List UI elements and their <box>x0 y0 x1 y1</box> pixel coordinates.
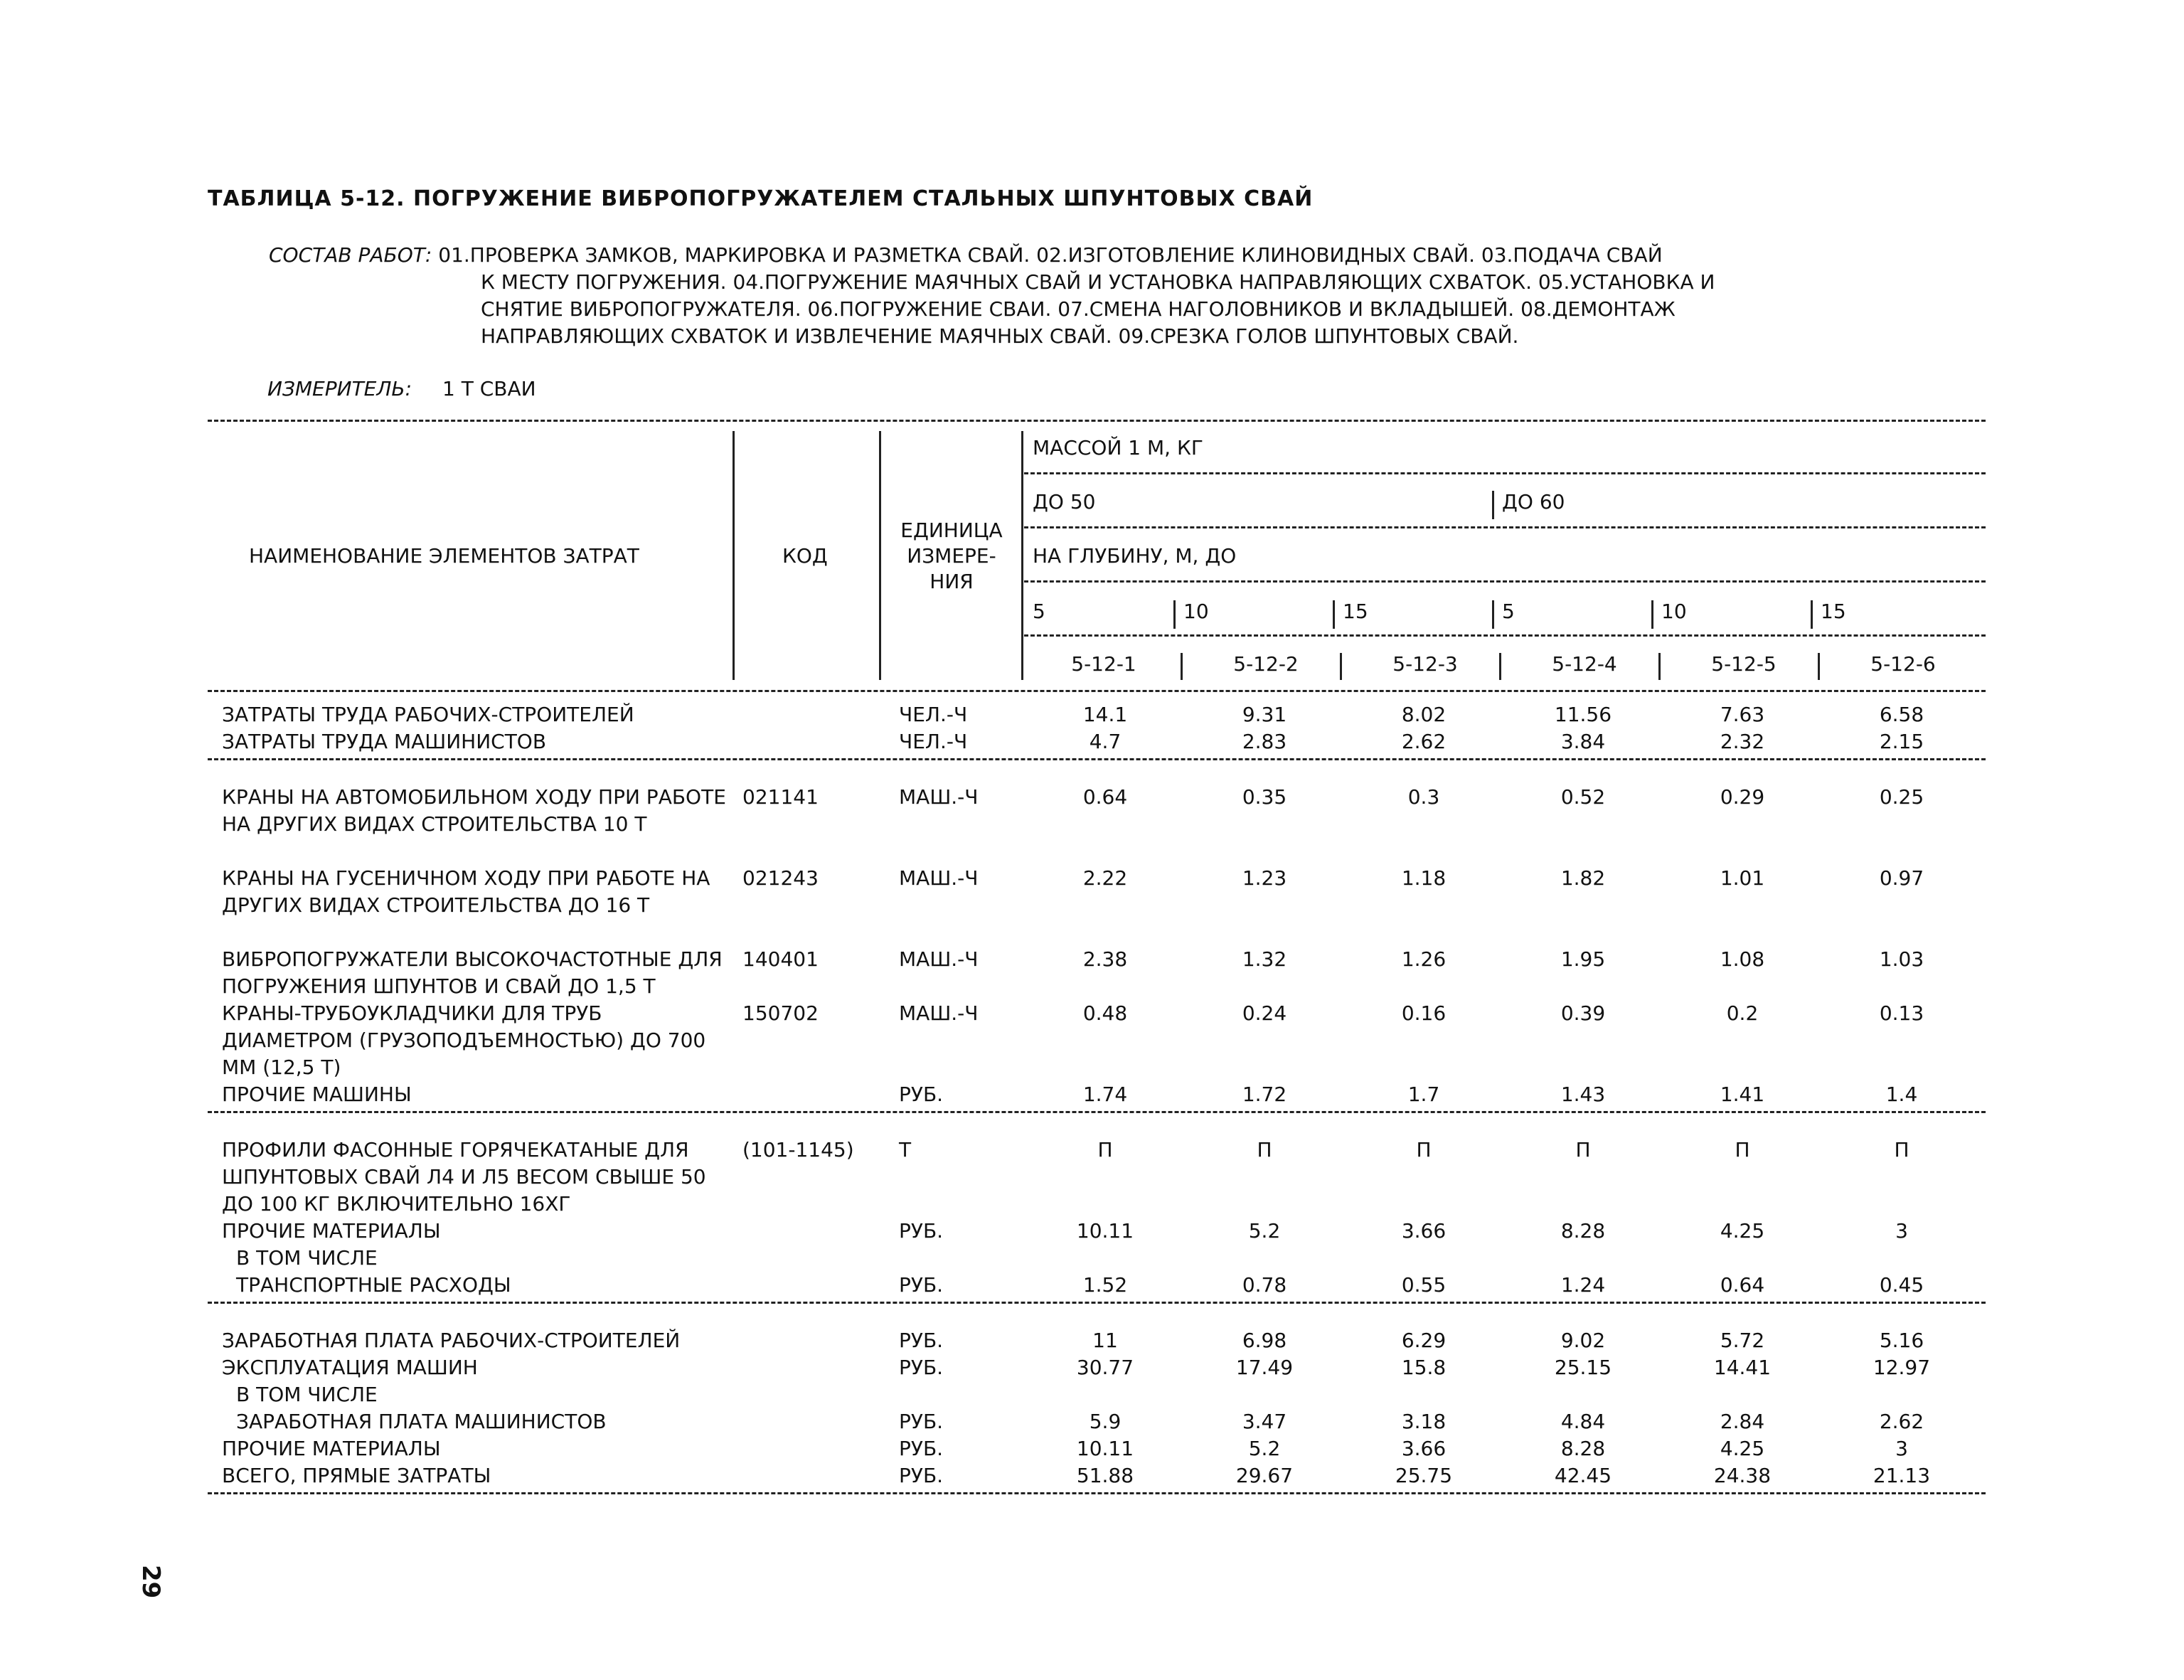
row-value: 1.74 <box>1082 1083 1128 1106</box>
row-value: 8.02 <box>1401 703 1447 726</box>
row-value: 29.67 <box>1235 1464 1294 1487</box>
row-value: П <box>1735 1138 1750 1161</box>
row-name: КРАНЫ НА ГУСЕНИЧНОМ ХОДУ ПРИ РАБОТЕ НА ДРУГИХ ВИДАХ СТРОИТЕЛЬСТВА ДО 16 Т <box>222 866 710 917</box>
row-unit: Т <box>899 1138 912 1161</box>
row-code: 140401 <box>742 947 819 971</box>
row-value: 14.41 <box>1713 1356 1772 1379</box>
row-code: 021141 <box>742 785 819 809</box>
composition-line: НАПРАВЛЯЮЩИХ СХВАТОК И ИЗВЛЕЧЕНИЕ МАЯЧНЫХ СВАЙ. 09.СРЕЗКА ГОЛОВ ШПУНТОВЫХ СВАЙ. <box>481 324 1519 348</box>
header-rule <box>1024 526 1986 528</box>
row-value: 8.28 <box>1560 1437 1606 1460</box>
row-value: 1.01 <box>1720 866 1765 890</box>
header-unit-line: ИЗМЕРЕ- <box>907 544 996 568</box>
row-unit: МАШ.-Ч <box>899 1001 979 1025</box>
row-name: ПРОЧИЕ МАТЕРИАЛЫ <box>222 1437 441 1460</box>
header-divider <box>1658 653 1661 680</box>
header-rule <box>1024 634 1986 637</box>
row-value: П <box>1416 1138 1432 1161</box>
section-rule <box>208 758 1986 760</box>
row-value: 3.18 <box>1401 1410 1447 1433</box>
row-value: 0.64 <box>1720 1273 1765 1297</box>
header-rule <box>1024 472 1986 474</box>
composition-label: СОСТАВ РАБОТ: <box>269 243 432 267</box>
header-unit-line: НИЯ <box>929 570 974 593</box>
row-value: П <box>1097 1138 1113 1161</box>
section-rule <box>208 1111 1986 1113</box>
row-value: 0.97 <box>1879 866 1924 890</box>
row-value: 51.88 <box>1076 1464 1134 1487</box>
row-name: В ТОМ ЧИСЛЕ <box>236 1246 378 1270</box>
row-value: 1.4 <box>1885 1083 1918 1106</box>
row-value: 11.56 <box>1554 703 1612 726</box>
row-name: ЗАРАБОТНАЯ ПЛАТА РАБОЧИХ-СТРОИТЕЛЕЙ <box>222 1329 681 1352</box>
work-composition <box>269 242 1869 350</box>
row-value: 4.7 <box>1089 730 1122 753</box>
row-value: 4.25 <box>1720 1437 1765 1460</box>
row-code: 150702 <box>742 1001 819 1025</box>
row-unit: ЧЕЛ.-Ч <box>899 730 968 753</box>
header-divider <box>1811 600 1813 629</box>
row-value: 0.16 <box>1401 1001 1447 1025</box>
row-value: 1.32 <box>1242 947 1287 971</box>
row-value: 0.25 <box>1879 785 1924 809</box>
row-value: 2.22 <box>1082 866 1128 890</box>
row-value: 1.95 <box>1560 947 1606 971</box>
measure-unit <box>267 377 536 400</box>
row-value: 0.29 <box>1720 785 1765 809</box>
row-value: 0.2 <box>1726 1001 1759 1025</box>
header-mass-group: ДО 50 <box>1033 490 1096 514</box>
header-mass: МАССОЙ 1 М, КГ <box>1033 436 1203 459</box>
header-norm-code: 5-12-2 <box>1233 652 1299 676</box>
row-value: 1.72 <box>1242 1083 1287 1106</box>
header-unit-line: ЕДИНИЦА <box>900 519 1003 542</box>
composition-text: 01.ПРОВЕРКА ЗАМКОВ, МАРКИРОВКА И РАЗМЕТКА СВАЙ. 02.ИЗГОТОВЛЕНИЕ КЛИНОВИДНЫХ СВАЙ. 03.ПОДАЧА СВАЙ <box>438 243 1663 267</box>
row-unit: МАШ.-Ч <box>899 866 979 890</box>
row-value: 1.7 <box>1407 1083 1440 1106</box>
row-value: 5.16 <box>1879 1329 1924 1352</box>
header-divider <box>1492 491 1494 519</box>
row-value: 1.03 <box>1879 947 1924 971</box>
row-value: 0.48 <box>1082 1001 1128 1025</box>
header-divider <box>1651 600 1653 629</box>
row-name: ВИБРОПОГРУЖАТЕЛИ ВЫСОКОЧАСТОТНЫЕ ДЛЯ ПОГРУЖЕНИЯ ШПУНТОВ И СВАЙ ДО 1,5 Т <box>222 947 723 998</box>
header-depth-value: 15 <box>1343 600 1368 623</box>
row-value: 14.1 <box>1082 703 1128 726</box>
row-unit: МАШ.-Ч <box>899 785 979 809</box>
row-value: 7.63 <box>1720 703 1765 726</box>
header-depth-value: 15 <box>1821 600 1846 623</box>
row-value: 1.82 <box>1560 866 1606 890</box>
row-value: 2.15 <box>1879 730 1924 753</box>
row-value: 0.35 <box>1242 785 1287 809</box>
header-norm-code: 5-12-5 <box>1711 652 1777 676</box>
row-value: 12.97 <box>1873 1356 1931 1379</box>
header-depth-value: 5 <box>1502 600 1515 623</box>
row-value: 25.15 <box>1554 1356 1612 1379</box>
header-divider <box>1333 600 1335 629</box>
row-value: 10.11 <box>1076 1219 1134 1243</box>
header-norm-code: 5-12-1 <box>1071 652 1136 676</box>
page-number: 29 <box>137 1565 165 1599</box>
row-value: 5.2 <box>1248 1219 1281 1243</box>
row-value: 8.28 <box>1560 1219 1606 1243</box>
row-value: 0.13 <box>1879 1001 1924 1025</box>
row-value: 1.26 <box>1401 947 1447 971</box>
row-value: 3 <box>1895 1219 1908 1243</box>
row-value: 9.02 <box>1560 1329 1606 1352</box>
header-divider <box>1173 600 1176 629</box>
composition-line: К МЕСТУ ПОГРУЖЕНИЯ. 04.ПОГРУЖЕНИЕ МАЯЧНЫХ СВАЙ И УСТАНОВКА НАПРАВЛЯЮЩИХ СХВАТОК. 05.УСТАНОВКА И <box>481 270 1715 294</box>
row-name: ЗАРАБОТНАЯ ПЛАТА МАШИНИСТОВ <box>236 1410 607 1433</box>
header-divider <box>1492 600 1494 629</box>
header-depth: НА ГЛУБИНУ, М, ДО <box>1033 544 1237 568</box>
row-value: 0.39 <box>1560 1001 1606 1025</box>
row-value: 17.49 <box>1235 1356 1294 1379</box>
composition-line: СНЯТИЕ ВИБРОПОГРУЖАТЕЛЯ. 06.ПОГРУЖЕНИЕ СВАИ. 07.СМЕНА НАГОЛОВНИКОВ И ВКЛАДЫШЕЙ. 08.ДЕМОНТАЖ <box>481 297 1676 321</box>
composition-line <box>269 242 1869 269</box>
row-value: П <box>1894 1138 1909 1161</box>
row-unit: РУБ. <box>899 1437 944 1460</box>
row-value: 6.98 <box>1242 1329 1287 1352</box>
row-value: 4.84 <box>1560 1410 1606 1433</box>
header-norm-code: 5-12-3 <box>1392 652 1458 676</box>
row-value: 0.3 <box>1407 785 1440 809</box>
header-divider <box>1499 653 1501 680</box>
header-name: НАИМЕНОВАНИЕ ЭЛЕМЕНТОВ ЗАТРАТ <box>249 544 639 568</box>
row-value: 3.66 <box>1401 1219 1447 1243</box>
row-unit: ЧЕЛ.-Ч <box>899 703 968 726</box>
row-value: 3 <box>1895 1437 1908 1460</box>
row-value: П <box>1575 1138 1591 1161</box>
row-value: 4.25 <box>1720 1219 1765 1243</box>
row-value: 0.52 <box>1560 785 1606 809</box>
row-value: 42.45 <box>1554 1464 1612 1487</box>
row-unit: РУБ. <box>899 1356 944 1379</box>
row-value: 5.2 <box>1248 1437 1281 1460</box>
row-value: 1.23 <box>1242 866 1287 890</box>
row-value: 5.72 <box>1720 1329 1765 1352</box>
row-name: В ТОМ ЧИСЛЕ <box>236 1383 378 1406</box>
row-value: 0.55 <box>1401 1273 1447 1297</box>
row-name: ПРОЧИЕ МАШИНЫ <box>222 1083 412 1106</box>
measure-label: ИЗМЕРИТЕЛЬ: <box>267 377 412 400</box>
row-value: 1.08 <box>1720 947 1765 971</box>
table-title: ТАБЛИЦА 5-12. ПОГРУЖЕНИЕ ВИБРОПОГРУЖАТЕЛЕМ СТАЛЬНЫХ ШПУНТОВЫХ СВАЙ <box>208 186 1314 211</box>
header-norm-code: 5-12-4 <box>1552 652 1617 676</box>
row-value: 0.45 <box>1879 1273 1924 1297</box>
row-unit: РУБ. <box>899 1464 944 1487</box>
row-value: 3.66 <box>1401 1437 1447 1460</box>
row-value: 3.84 <box>1560 730 1606 753</box>
row-value: 6.58 <box>1879 703 1924 726</box>
row-name: ПРОЧИЕ МАТЕРИАЛЫ <box>222 1219 441 1243</box>
row-name: ЭКСПЛУАТАЦИЯ МАШИН <box>222 1356 478 1379</box>
row-code: (101-1145) <box>742 1138 854 1161</box>
row-value: 2.32 <box>1720 730 1765 753</box>
row-value: 3.47 <box>1242 1410 1287 1433</box>
section-rule <box>208 1492 1986 1494</box>
row-unit: РУБ. <box>899 1083 944 1106</box>
row-name: ВСЕГО, ПРЯМЫЕ ЗАТРАТЫ <box>222 1464 491 1487</box>
header-rule <box>1024 580 1986 583</box>
row-value: 1.18 <box>1401 866 1447 890</box>
header-code: КОД <box>782 544 828 568</box>
header-divider <box>1818 653 1820 680</box>
row-value: П <box>1257 1138 1272 1161</box>
header-bottom-rule <box>208 690 1986 692</box>
row-value: 2.83 <box>1242 730 1287 753</box>
header-divider <box>1181 653 1183 680</box>
row-name: КРАНЫ НА АВТОМОБИЛЬНОМ ХОДУ ПРИ РАБОТЕ НА ДРУГИХ ВИДАХ СТРОИТЕЛЬСТВА 10 Т <box>222 785 726 836</box>
row-value: 11 <box>1092 1329 1118 1352</box>
header-divider <box>733 431 735 680</box>
row-value: 2.38 <box>1082 947 1128 971</box>
row-unit: РУБ. <box>899 1273 944 1297</box>
row-name: ЗАТРАТЫ ТРУДА РАБОЧИХ-СТРОИТЕЛЕЙ <box>222 703 634 726</box>
row-value: 0.78 <box>1242 1273 1287 1297</box>
header-depth-value: 10 <box>1661 600 1687 623</box>
header-depth-value: 10 <box>1183 600 1209 623</box>
row-value: 24.38 <box>1713 1464 1772 1487</box>
header-divider <box>879 431 881 680</box>
header-divider <box>1340 653 1342 680</box>
row-unit: РУБ. <box>899 1329 944 1352</box>
header-unit <box>888 518 1016 595</box>
row-value: 1.43 <box>1560 1083 1606 1106</box>
row-value: 1.24 <box>1560 1273 1606 1297</box>
row-value: 6.29 <box>1401 1329 1447 1352</box>
header-depth-value: 5 <box>1033 600 1045 623</box>
section-rule <box>208 1302 1986 1304</box>
row-name: ПРОФИЛИ ФАСОННЫЕ ГОРЯЧЕКАТАНЫЕ ДЛЯ ШПУНТОВЫХ СВАЙ Л4 И Л5 ВЕСОМ СВЫШЕ 50 ДО 100 КГ ВКЛЮЧИТЕЛЬНО 16ХГ <box>222 1138 706 1216</box>
row-value: 10.11 <box>1076 1437 1134 1460</box>
header-norm-code: 5-12-6 <box>1870 652 1936 676</box>
row-value: 2.62 <box>1401 730 1447 753</box>
header-mass-group: ДО 60 <box>1502 490 1565 514</box>
measure-value: 1 Т СВАИ <box>442 377 536 400</box>
row-value: 21.13 <box>1873 1464 1931 1487</box>
row-value: 1.52 <box>1082 1273 1128 1297</box>
header-divider <box>1021 431 1023 680</box>
row-value: 30.77 <box>1076 1356 1134 1379</box>
row-value: 1.41 <box>1720 1083 1765 1106</box>
row-value: 5.9 <box>1089 1410 1122 1433</box>
row-name: КРАНЫ-ТРУБОУКЛАДЧИКИ ДЛЯ ТРУБ ДИАМЕТРОМ (ГРУЗОПОДЪЕМНОСТЬЮ) ДО 700 ММ (12,5 Т) <box>222 1001 706 1079</box>
row-name: ЗАТРАТЫ ТРУДА МАШИНИСТОВ <box>222 730 547 753</box>
row-code: 021243 <box>742 866 819 890</box>
row-name: ТРАНСПОРТНЫЕ РАСХОДЫ <box>236 1273 511 1297</box>
row-unit: РУБ. <box>899 1219 944 1243</box>
row-value: 15.8 <box>1401 1356 1447 1379</box>
row-value: 2.84 <box>1720 1410 1765 1433</box>
row-value: 25.75 <box>1395 1464 1453 1487</box>
row-value: 0.64 <box>1082 785 1128 809</box>
row-unit: МАШ.-Ч <box>899 947 979 971</box>
table-top-rule <box>208 420 1986 422</box>
row-value: 2.62 <box>1879 1410 1924 1433</box>
row-unit: РУБ. <box>899 1410 944 1433</box>
row-value: 9.31 <box>1242 703 1287 726</box>
row-value: 0.24 <box>1242 1001 1287 1025</box>
